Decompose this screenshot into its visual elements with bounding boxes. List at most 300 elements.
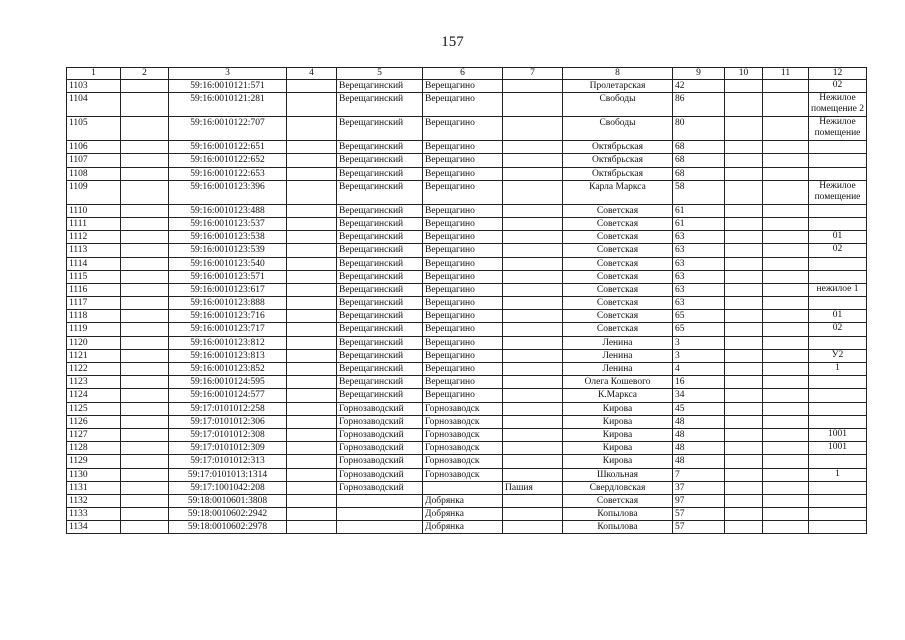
table-cell-col4	[287, 402, 337, 415]
table-row	[67, 244, 867, 257]
table-cell-col1: 1106	[67, 141, 121, 154]
table-cell-col12	[809, 167, 867, 180]
table-cell-col11	[763, 376, 809, 389]
registry-table	[66, 67, 867, 534]
table-cell-col11	[763, 270, 809, 283]
table-cell-col12: 1001	[809, 428, 867, 441]
table-cell-col4	[287, 297, 337, 310]
table-cell-col3: 59:16:0010123:571	[169, 270, 287, 283]
table-cell-col2	[121, 442, 169, 455]
table-cell-col10	[725, 217, 763, 230]
table-cell-col4	[287, 117, 337, 141]
table-cell-col11	[763, 141, 809, 154]
table-cell-col6: Горнозаводск	[423, 468, 503, 481]
table-cell-col11	[763, 117, 809, 141]
table-cell-col9: 4	[673, 363, 725, 376]
table-cell-col12: 1001	[809, 442, 867, 455]
table-cell-col8: Копылова	[563, 521, 673, 534]
table-cell-col1: 1119	[67, 323, 121, 336]
table-cell-col4	[287, 349, 337, 362]
table-cell-col3: 59:16:0010123:617	[169, 283, 287, 296]
table-cell-col1: 1131	[67, 481, 121, 494]
table-cell-col7	[503, 283, 563, 296]
table-cell-col10	[725, 349, 763, 362]
table-cell-col7	[503, 204, 563, 217]
table-cell-col4	[287, 415, 337, 428]
table-cell-col5: Верещагинский	[337, 204, 423, 217]
table-cell-col3: 59:16:0010123:813	[169, 349, 287, 362]
table-cell-col6: Верещагино	[423, 297, 503, 310]
table-cell-col10	[725, 323, 763, 336]
table-cell-col8: Советская	[563, 270, 673, 283]
table-cell-col2	[121, 402, 169, 415]
table-cell-col6: Верещагино	[423, 217, 503, 230]
table-row	[67, 231, 867, 244]
table-cell-col7	[503, 141, 563, 154]
table-cell-col6: Верещагино	[423, 231, 503, 244]
table-cell-col5: Верещагинский	[337, 310, 423, 323]
table-cell-col2	[121, 389, 169, 402]
column-header: 3	[169, 68, 287, 80]
table-cell-col10	[725, 93, 763, 117]
table-row	[67, 415, 867, 428]
table-cell-col8: Школьная	[563, 468, 673, 481]
page-number: 157	[441, 34, 464, 50]
table-row	[67, 167, 867, 180]
table-row	[67, 349, 867, 362]
table-cell-col2	[121, 180, 169, 204]
table-cell-col3: 59:17:0101013:1314	[169, 468, 287, 481]
table-cell-col11	[763, 389, 809, 402]
table-cell-col3: 59:16:0010123:488	[169, 204, 287, 217]
table-row	[67, 402, 867, 415]
table-cell-col9: 3	[673, 349, 725, 362]
table-cell-col2	[121, 231, 169, 244]
table-cell-col9: 68	[673, 167, 725, 180]
table-cell-col5: Верещагинский	[337, 93, 423, 117]
table-cell-col5: Верещагинский	[337, 231, 423, 244]
table-cell-col3: 59:16:0010123:538	[169, 231, 287, 244]
table-cell-col3: 59:18:0010601:3808	[169, 494, 287, 507]
table-cell-col1: 1117	[67, 297, 121, 310]
table-cell-col4	[287, 204, 337, 217]
table-row	[67, 257, 867, 270]
table-cell-col3: 59:17:0101012:313	[169, 455, 287, 468]
table-cell-col11	[763, 323, 809, 336]
table-cell-col9: 42	[673, 80, 725, 93]
table-cell-col8: Свердловская	[563, 481, 673, 494]
table-cell-col1: 1123	[67, 376, 121, 389]
table-cell-col11	[763, 481, 809, 494]
table-cell-col6: Верещагино	[423, 363, 503, 376]
table-cell-col4	[287, 521, 337, 534]
table-cell-col9: 34	[673, 389, 725, 402]
table-cell-col9: 61	[673, 217, 725, 230]
table-cell-col5: Верещагинский	[337, 80, 423, 93]
table-cell-col3: 59:16:0010122:707	[169, 117, 287, 141]
table-cell-col1: 1116	[67, 283, 121, 296]
table-row	[67, 428, 867, 441]
table-cell-col2	[121, 297, 169, 310]
column-header: 6	[423, 68, 503, 80]
table-cell-col6: Верещагино	[423, 323, 503, 336]
column-header: 2	[121, 68, 169, 80]
table-cell-col1: 1130	[67, 468, 121, 481]
table-cell-col11	[763, 283, 809, 296]
table-cell-col8: Кирова	[563, 442, 673, 455]
table-row	[67, 363, 867, 376]
table-cell-col2	[121, 336, 169, 349]
table-cell-col3: 59:16:0010123:812	[169, 336, 287, 349]
table-cell-col5: Верещагинский	[337, 217, 423, 230]
table-cell-col1: 1127	[67, 428, 121, 441]
table-cell-col5: Горнозаводский	[337, 468, 423, 481]
table-cell-col12: 02	[809, 80, 867, 93]
table-cell-col9: 45	[673, 402, 725, 415]
table-row	[67, 93, 867, 117]
table-cell-col9: 48	[673, 442, 725, 455]
table-cell-col4	[287, 336, 337, 349]
table-cell-col2	[121, 117, 169, 141]
table-cell-col8: Советская	[563, 204, 673, 217]
table-cell-col8: Октябрьская	[563, 167, 673, 180]
table-cell-col2	[121, 363, 169, 376]
table-cell-col9: 68	[673, 154, 725, 167]
table-cell-col1: 1122	[67, 363, 121, 376]
table-cell-col4	[287, 468, 337, 481]
table-row	[67, 217, 867, 230]
table-cell-col8: Ленина	[563, 349, 673, 362]
table-cell-col9: 48	[673, 415, 725, 428]
table-cell-col11	[763, 415, 809, 428]
table-cell-col4	[287, 310, 337, 323]
table-cell-col1: 1104	[67, 93, 121, 117]
table-cell-col4	[287, 323, 337, 336]
table-cell-col6: Верещагино	[423, 244, 503, 257]
table-cell-col6	[423, 481, 503, 494]
table-cell-col12	[809, 257, 867, 270]
table-cell-col10	[725, 180, 763, 204]
table-row	[67, 521, 867, 534]
table-cell-col2	[121, 415, 169, 428]
table-cell-col7	[503, 442, 563, 455]
table-cell-col12	[809, 402, 867, 415]
table-cell-col8: Кирова	[563, 415, 673, 428]
table-cell-col11	[763, 428, 809, 441]
table-cell-col11	[763, 244, 809, 257]
table-cell-col1: 1134	[67, 521, 121, 534]
table-cell-col10	[725, 297, 763, 310]
table-cell-col8: Советская	[563, 217, 673, 230]
table-cell-col7	[503, 117, 563, 141]
table-cell-col11	[763, 257, 809, 270]
table-cell-col6: Верещагино	[423, 336, 503, 349]
table-cell-col12: Нежилое помещение 2	[809, 93, 867, 117]
table-cell-col2	[121, 521, 169, 534]
table-cell-col8: Советская	[563, 283, 673, 296]
table-cell-col3: 59:16:0010123:888	[169, 297, 287, 310]
table-cell-col1: 1120	[67, 336, 121, 349]
table-cell-col3: 59:16:0010124:577	[169, 389, 287, 402]
table-row	[67, 154, 867, 167]
table-cell-col7	[503, 389, 563, 402]
table-cell-col8: Советская	[563, 310, 673, 323]
table-cell-col5: Верещагинский	[337, 270, 423, 283]
table-cell-col2	[121, 349, 169, 362]
table-cell-col10	[725, 455, 763, 468]
table-cell-col1: 1115	[67, 270, 121, 283]
table-cell-col12	[809, 508, 867, 521]
table-cell-col2	[121, 154, 169, 167]
table-cell-col10	[725, 310, 763, 323]
table-row	[67, 310, 867, 323]
table-cell-col11	[763, 494, 809, 507]
table-cell-col4	[287, 154, 337, 167]
table-row	[67, 117, 867, 141]
table-cell-col5	[337, 508, 423, 521]
table-cell-col10	[725, 336, 763, 349]
table-cell-col10	[725, 270, 763, 283]
table-cell-col12	[809, 297, 867, 310]
table-cell-col7	[503, 455, 563, 468]
table-cell-col7: Пашия	[503, 481, 563, 494]
table-cell-col7	[503, 93, 563, 117]
table-cell-col1: 1118	[67, 310, 121, 323]
table-cell-col2	[121, 323, 169, 336]
table-cell-col4	[287, 217, 337, 230]
table-cell-col11	[763, 297, 809, 310]
table-row	[67, 80, 867, 93]
table-row	[67, 297, 867, 310]
table-cell-col1: 1108	[67, 167, 121, 180]
table-cell-col12	[809, 217, 867, 230]
table-cell-col5: Верещагинский	[337, 141, 423, 154]
table-cell-col2	[121, 217, 169, 230]
table-cell-col2	[121, 310, 169, 323]
table-cell-col8: Карла Маркса	[563, 180, 673, 204]
table-cell-col8: Кирова	[563, 428, 673, 441]
table-cell-col8: Ленина	[563, 363, 673, 376]
column-header: 11	[763, 68, 809, 80]
table-cell-col11	[763, 455, 809, 468]
table-cell-col10	[725, 428, 763, 441]
table-cell-col9: 63	[673, 231, 725, 244]
table-cell-col4	[287, 231, 337, 244]
table-cell-col5: Верещагинский	[337, 167, 423, 180]
table-cell-col9: 48	[673, 428, 725, 441]
table-cell-col1: 1110	[67, 204, 121, 217]
table-cell-col9: 61	[673, 204, 725, 217]
table-cell-col4	[287, 180, 337, 204]
table-cell-col10	[725, 204, 763, 217]
table-cell-col8: Свободы	[563, 93, 673, 117]
table-cell-col4	[287, 481, 337, 494]
table-cell-col5: Верещагинский	[337, 257, 423, 270]
table-cell-col4	[287, 257, 337, 270]
table-cell-col11	[763, 154, 809, 167]
table-cell-col9: 48	[673, 455, 725, 468]
table-cell-col10	[725, 231, 763, 244]
table-cell-col5: Верещагинский	[337, 349, 423, 362]
table-cell-col12	[809, 415, 867, 428]
table-cell-col7	[503, 468, 563, 481]
table-cell-col8: Копылова	[563, 508, 673, 521]
table-cell-col6: Верещагино	[423, 80, 503, 93]
table-cell-col1: 1105	[67, 117, 121, 141]
table-cell-col6: Горнозаводск	[423, 442, 503, 455]
table-cell-col6: Верещагино	[423, 270, 503, 283]
table-cell-col5: Верещагинский	[337, 389, 423, 402]
table-cell-col6: Добрянка	[423, 521, 503, 534]
table-cell-col11	[763, 310, 809, 323]
table-cell-col6: Горнозаводск	[423, 428, 503, 441]
table-cell-col12	[809, 521, 867, 534]
table-cell-col8: Олега Кошевого	[563, 376, 673, 389]
table-cell-col2	[121, 428, 169, 441]
table-row	[67, 481, 867, 494]
table-cell-col3: 59:17:0101012:306	[169, 415, 287, 428]
table-cell-col12: 1	[809, 468, 867, 481]
table-row	[67, 455, 867, 468]
table-cell-col12: У2	[809, 349, 867, 362]
table-cell-col12: Нежилое помещение	[809, 180, 867, 204]
table-cell-col9: 63	[673, 283, 725, 296]
table-cell-col7	[503, 508, 563, 521]
table-row	[67, 336, 867, 349]
table-cell-col10	[725, 389, 763, 402]
table-cell-col7	[503, 231, 563, 244]
table-row	[67, 494, 867, 507]
table-cell-col7	[503, 402, 563, 415]
table-cell-col12: 1	[809, 363, 867, 376]
table-cell-col5: Горнозаводский	[337, 402, 423, 415]
table-cell-col1: 1133	[67, 508, 121, 521]
table-cell-col12: 02	[809, 323, 867, 336]
table-cell-col12	[809, 481, 867, 494]
table-cell-col4	[287, 455, 337, 468]
table-cell-col10	[725, 481, 763, 494]
table-cell-col5: Верещагинский	[337, 297, 423, 310]
table-cell-col12: 01	[809, 310, 867, 323]
table-row	[67, 180, 867, 204]
table-cell-col10	[725, 283, 763, 296]
table-cell-col1: 1129	[67, 455, 121, 468]
table-row	[67, 323, 867, 336]
table-cell-col10	[725, 244, 763, 257]
table-cell-col3: 59:16:0010122:653	[169, 167, 287, 180]
table-cell-col12: 02	[809, 244, 867, 257]
table-cell-col8: Советская	[563, 244, 673, 257]
table-cell-col4	[287, 80, 337, 93]
table-cell-col5	[337, 521, 423, 534]
table-cell-col2	[121, 376, 169, 389]
table-cell-col7	[503, 521, 563, 534]
table-cell-col9: 16	[673, 376, 725, 389]
table-cell-col5: Верещагинский	[337, 244, 423, 257]
table-cell-col5: Горнозаводский	[337, 415, 423, 428]
table-cell-col7	[503, 336, 563, 349]
table-cell-col5: Горнозаводский	[337, 442, 423, 455]
table-cell-col11	[763, 442, 809, 455]
table-cell-col12: Нежилое помещение	[809, 117, 867, 141]
table-cell-col4	[287, 508, 337, 521]
table-cell-col7	[503, 323, 563, 336]
table-cell-col4	[287, 363, 337, 376]
table-cell-col9: 80	[673, 117, 725, 141]
table-cell-col3: 59:16:0010123:396	[169, 180, 287, 204]
table-cell-col6: Верещагино	[423, 349, 503, 362]
table-cell-col11	[763, 80, 809, 93]
table-cell-col11	[763, 468, 809, 481]
table-cell-col5: Горнозаводский	[337, 481, 423, 494]
table-cell-col10	[725, 442, 763, 455]
table-cell-col5: Верещагинский	[337, 283, 423, 296]
table-cell-col8: Кирова	[563, 402, 673, 415]
table-cell-col6: Верещагино	[423, 141, 503, 154]
table-cell-col12	[809, 455, 867, 468]
table-row	[67, 442, 867, 455]
table-cell-col10	[725, 167, 763, 180]
table-cell-col4	[287, 283, 337, 296]
table-cell-col7	[503, 310, 563, 323]
table-cell-col10	[725, 141, 763, 154]
table-cell-col7	[503, 363, 563, 376]
table-cell-col3: 59:16:0010121:571	[169, 80, 287, 93]
table-cell-col12	[809, 154, 867, 167]
table-cell-col4	[287, 167, 337, 180]
table-cell-col3: 59:16:0010123:537	[169, 217, 287, 230]
table-cell-col10	[725, 521, 763, 534]
table-cell-col11	[763, 363, 809, 376]
table-cell-col5: Верещагинский	[337, 376, 423, 389]
table-cell-col6: Добрянка	[423, 494, 503, 507]
table-cell-col1: 1124	[67, 389, 121, 402]
table-cell-col10	[725, 402, 763, 415]
table-cell-col11	[763, 349, 809, 362]
table-cell-col10	[725, 494, 763, 507]
table-cell-col4	[287, 494, 337, 507]
column-header: 1	[67, 68, 121, 80]
table-cell-col3: 59:17:0101012:258	[169, 402, 287, 415]
table-cell-col5: Горнозаводский	[337, 455, 423, 468]
table-cell-col3: 59:16:0010122:652	[169, 154, 287, 167]
table-cell-col7	[503, 257, 563, 270]
table-cell-col2	[121, 204, 169, 217]
table-cell-col1: 1112	[67, 231, 121, 244]
table-cell-col7	[503, 180, 563, 204]
table-cell-col1: 1114	[67, 257, 121, 270]
table-cell-col10	[725, 376, 763, 389]
table-cell-col12	[809, 270, 867, 283]
table-body	[67, 68, 867, 534]
table-cell-col4	[287, 270, 337, 283]
table-cell-col11	[763, 231, 809, 244]
table-cell-col3: 59:17:0101012:308	[169, 428, 287, 441]
table-cell-col6: Верещагино	[423, 204, 503, 217]
table-cell-col4	[287, 389, 337, 402]
table-cell-col1: 1125	[67, 402, 121, 415]
table-cell-col10	[725, 154, 763, 167]
table-cell-col12	[809, 494, 867, 507]
table-cell-col1: 1128	[67, 442, 121, 455]
table-cell-col5: Верещагинский	[337, 363, 423, 376]
table-cell-col3: 59:16:0010122:651	[169, 141, 287, 154]
table-cell-col2	[121, 455, 169, 468]
table-cell-col4	[287, 141, 337, 154]
column-header: 5	[337, 68, 423, 80]
table-cell-col2	[121, 283, 169, 296]
table-cell-col8: Ленина	[563, 336, 673, 349]
